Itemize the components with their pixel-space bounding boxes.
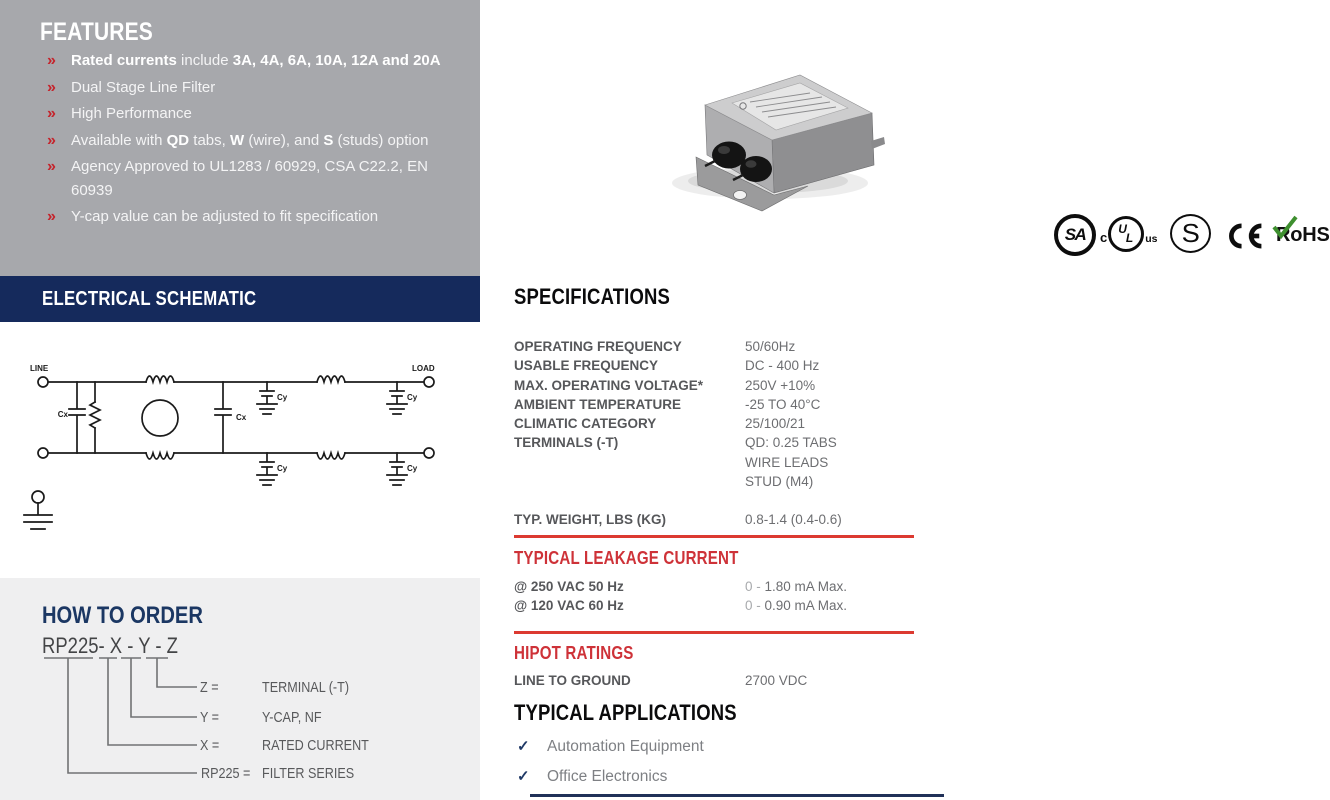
left-column — [0, 0, 480, 800]
features-list — [40, 49, 448, 232]
features-title: FEATURES — [40, 18, 153, 46]
order-value-terminal: TERMINAL (-T) — [262, 679, 350, 696]
order-value-current: RATED CURRENT — [262, 737, 369, 754]
chevron-bullet-icon: » — [47, 105, 56, 122]
line-label: LINE — [30, 364, 49, 373]
product-photo — [650, 45, 900, 205]
applications-title-wrap — [514, 700, 779, 726]
order-key-x: X = — [200, 737, 220, 754]
leakage-title: TYPICAL LEAKAGE CURRENT — [514, 548, 739, 568]
spec-row: MAX. OPERATING VOLTAGE* 250V +10% — [514, 377, 816, 393]
check-icon: ✓ — [517, 738, 530, 755]
applications-title: TYPICAL APPLICATIONS — [514, 700, 737, 725]
spec-row: WIRE LEADS — [745, 454, 829, 470]
electrical-schematic-title: ELECTRICAL SCHEMATIC — [42, 288, 257, 310]
circuit-schematic — [0, 322, 480, 578]
cx-label: Cx — [57, 410, 68, 419]
leakage-row: @ 250 VAC 50 Hz 0 - 1.80 mA Max. — [514, 579, 848, 594]
semko-s-logo-icon: S — [1170, 214, 1211, 253]
order-value-series: FILTER SERIES — [262, 765, 355, 782]
rohs-logo-icon: RoHS — [1276, 224, 1330, 247]
spec-row: CLIMATIC CATEGORY 25/100/21 — [514, 416, 806, 432]
cy-label: Cy — [277, 464, 288, 473]
schematic-panel — [0, 322, 480, 578]
rohs-check-icon — [1271, 215, 1297, 239]
leakage-title-wrap — [514, 548, 781, 569]
cy-label: Cy — [407, 393, 418, 402]
feature-item — [40, 76, 448, 100]
part-number: RP225- X - Y - Z — [42, 633, 178, 658]
csa-logo-icon: SA — [1054, 214, 1096, 256]
feature-text: High Performance — [71, 105, 192, 122]
feature-text: Rated currents include 3A, 4A, 6A, 10A, 12A and 20A — [71, 52, 441, 69]
applications-list — [514, 737, 704, 797]
chevron-bullet-icon: » — [47, 131, 56, 149]
application-item: ✓ Office Electronics — [514, 767, 704, 786]
how-to-order-title: HOW TO ORDER — [42, 602, 203, 629]
check-icon: ✓ — [517, 768, 530, 785]
footer-rule — [530, 794, 944, 797]
order-key-y: Y = — [200, 709, 220, 726]
load-label: LOAD — [412, 364, 435, 373]
feature-text: Available with QD tabs, W (wire), and S (studs) option — [71, 131, 429, 149]
spec-row: TERMINALS (-T) QD: 0.25 TABS — [514, 435, 837, 451]
cy-label: Cy — [407, 464, 418, 473]
application-item: ✓ Automation Equipment — [514, 737, 704, 756]
feature-item — [40, 155, 448, 202]
spec-row: USABLE FREQUENCY DC - 400 Hz — [514, 358, 820, 374]
specifications-title-wrap — [514, 284, 700, 310]
feature-item — [40, 49, 448, 73]
cx-label: Cx — [236, 413, 247, 422]
hipot-title: HIPOT RATINGS — [514, 643, 634, 663]
cy-label: Cy — [277, 393, 288, 402]
electrical-schematic-banner — [0, 276, 480, 322]
leakage-row: @ 120 VAC 60 Hz 0 - 0.90 mA Max. — [514, 598, 848, 614]
feature-item — [40, 129, 448, 153]
ul-logo-icon: c U L us — [1100, 216, 1158, 252]
hipot-row: LINE TO GROUND 2700 VDC — [514, 673, 808, 688]
ce-mark-icon — [1226, 221, 1264, 251]
feature-text: Agency Approved to UL1283 / 60929, CSA C22.2, EN 60939 — [71, 158, 428, 199]
chevron-bullet-icon: » — [47, 78, 56, 96]
order-key-rp225: RP225 = — [201, 765, 251, 782]
order-key-z: Z = — [200, 679, 219, 696]
feature-item — [40, 205, 448, 229]
chevron-bullet-icon: » — [47, 208, 56, 225]
divider-rule — [514, 631, 914, 634]
feature-item — [40, 102, 448, 126]
leakage-table — [514, 577, 918, 616]
weight-row: TYP. WEIGHT, LBS (KG) 0.8-1.4 (0.4-0.6) — [514, 512, 842, 527]
divider-rule — [514, 535, 914, 538]
order-value-ycap: Y-CAP, NF — [262, 709, 322, 726]
chevron-bullet-icon: » — [47, 52, 56, 69]
how-to-order-section — [0, 578, 480, 800]
feature-text: Dual Stage Line Filter — [71, 78, 216, 96]
spec-row: STUD (M4) — [745, 474, 814, 490]
spec-row: AMBIENT TEMPERATURE -25 TO 40°C — [514, 396, 821, 412]
spec-row: OPERATING FREQUENCY 50/60Hz — [514, 339, 796, 354]
features-section — [0, 0, 480, 276]
chevron-bullet-icon: » — [47, 158, 56, 175]
right-column — [480, 0, 1330, 800]
specifications-title: SPECIFICATIONS — [514, 284, 671, 309]
hipot-title-wrap — [514, 643, 656, 664]
specifications-table — [514, 337, 918, 491]
feature-text: Y-cap value can be adjusted to fit specification — [71, 208, 379, 225]
